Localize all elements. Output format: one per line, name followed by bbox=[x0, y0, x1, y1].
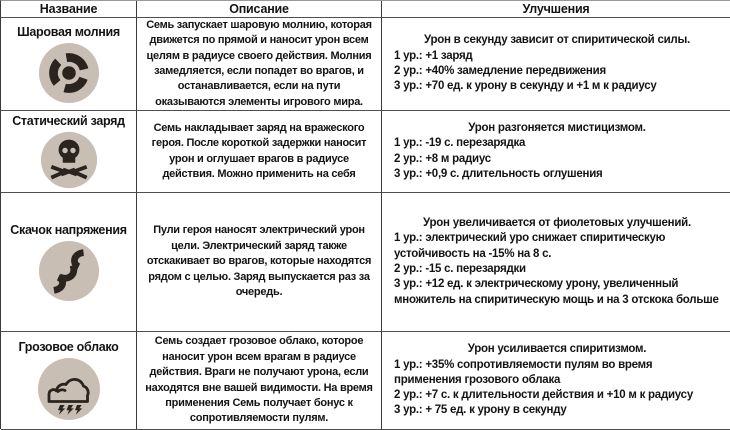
ability-name: Шаровая молния bbox=[17, 24, 120, 39]
ability-description: Семь запускает шаровую молнию, которая движется по прямой и наносит урон всем целям в радиусе своего действия. Молния замедляется, если попадет во врагов, и останавливается, если на пути оказываются элементы игрового мира. bbox=[137, 18, 382, 111]
ability-description: Пули героя наносят электрический урон цели. Электрический заряд также отскакивает во врагов, которые находятся рядом с целью. Заряд выпускается раз за очередь. bbox=[137, 193, 382, 332]
ability-name: Статический заряд bbox=[12, 114, 125, 128]
upgrade-level-3: 3 ур.: +12 ед. к электрическому урону, увеличенный множитель на спиритическую мощь и на 3 отскока больше bbox=[394, 278, 719, 306]
table-row-name bbox=[1, 193, 137, 332]
ability-name: Грозовое облако bbox=[18, 340, 119, 354]
upgrade-level-2: 2 ур.: +40% замедление передвижения bbox=[394, 65, 606, 77]
chain-surge-icon bbox=[38, 240, 100, 302]
upgrades-title: Урон в секунду зависит от спиритической силы. bbox=[423, 34, 690, 47]
upgrades-title: Урон разгоняется мистицизмом. bbox=[468, 121, 646, 134]
upgrade-level-2: 2 ур.: +8 м радиус bbox=[394, 152, 491, 165]
upgrade-level-2: 2 ур.: -15 с. перезарядки bbox=[394, 263, 526, 275]
ability-description: Семь накладывает заряд на вражеского героя. После короткой задержки наносит урон и оглушает врагов в радиусе действия. Можно применить на себя bbox=[137, 111, 382, 193]
ability-description: Семь создает грозовое облако, которое наносит урон всем врагам в радиусе действия. Враги не получают урона, если находятся вне вашей видимости. На время применения Семь получает бонус к сопротивляемости пулям. bbox=[137, 332, 382, 430]
upgrade-level-3: 3 ур.: +0,9 с. длительность оглушения bbox=[394, 167, 603, 180]
upgrade-level-3: 3 ур.: +70 ед. к урону в секунду и +1 м к радиусу bbox=[394, 80, 657, 93]
ball-lightning-icon bbox=[38, 42, 100, 104]
column-header-upgrades: Улучшения bbox=[382, 1, 730, 18]
table-row-name bbox=[1, 111, 137, 193]
upgrades-title: Урон увеличивается от фиолетовых улучшений. bbox=[423, 217, 691, 230]
column-header-name: Название bbox=[1, 1, 137, 18]
ability-upgrades bbox=[382, 332, 730, 430]
table-row-name bbox=[1, 332, 137, 430]
ability-upgrades bbox=[382, 18, 730, 111]
ability-name: Скачок напряжения bbox=[10, 222, 127, 237]
upgrade-level-2: 2 ур.: +7 с. к длительности действия и +10 м к радиусу bbox=[394, 389, 693, 402]
upgrade-level-1: 1 ур.: +1 заряд bbox=[394, 49, 473, 62]
upgrade-level-1: 1 ур.: +35% сопротивляемости пулям во время применения грозового облака bbox=[394, 358, 653, 386]
upgrade-level-3: 3 ур.: + 75 ед. к урону в секунду bbox=[394, 404, 567, 417]
upgrades-title: Урон усиливается спиритизмом. bbox=[467, 343, 647, 356]
upgrade-level-1: 1 ур.: электрический уро снижает спиритическую устойчивость на -15% на 8 с. bbox=[394, 232, 666, 260]
ability-upgrades bbox=[382, 111, 730, 193]
skull-lightning-icon bbox=[40, 131, 98, 189]
ability-upgrades bbox=[382, 193, 730, 332]
upgrade-level-1: 1 ур.: -19 с. перезарядка bbox=[394, 137, 526, 150]
table-row-name bbox=[1, 18, 137, 111]
storm-cloud-icon bbox=[37, 357, 101, 421]
column-header-description: Описание bbox=[137, 1, 382, 18]
